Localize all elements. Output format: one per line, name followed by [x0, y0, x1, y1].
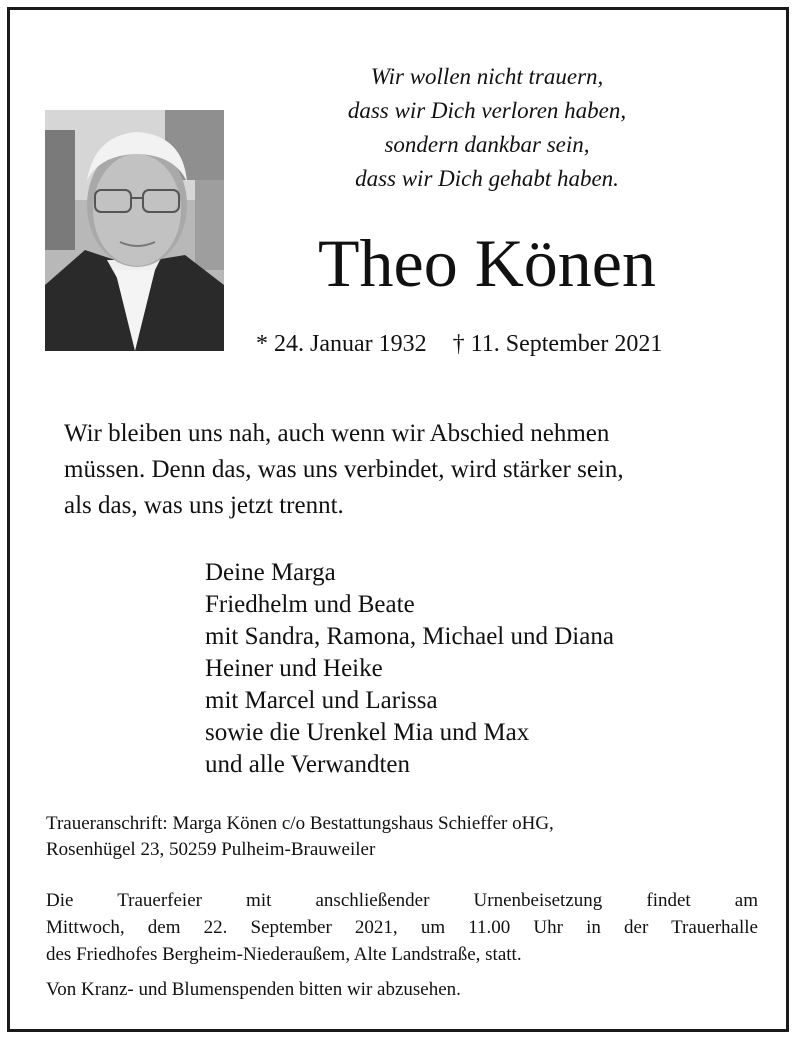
verse-line: dass wir Dich gehabt haben. [355, 166, 619, 191]
mourner-line: und alle Verwandten [205, 751, 411, 778]
verse-line: sondern dankbar sein, [384, 132, 590, 157]
verse-line: Wir wollen nicht trauern, [370, 64, 604, 89]
mourner-line: mit Sandra, Ramona, Michael und Diana [205, 623, 614, 650]
mourners-list [205, 557, 614, 781]
portrait-photo [45, 110, 224, 351]
ceremony-line: des Friedhofes Bergheim-Niederaußem, Alte Landstraße, statt. [46, 944, 522, 965]
death-date: † 11. September 2021 [452, 331, 663, 357]
ceremony-line: Die Trauerfeier mit anschließender Urnenbeisetzung findet am [46, 890, 758, 911]
mourner-line: Deine Marga [205, 559, 336, 586]
portrait-illustration [45, 110, 224, 351]
farewell-quote [64, 416, 754, 524]
mourning-address [46, 811, 746, 863]
ceremony-notice [46, 887, 758, 968]
address-line: Traueranschrift: Marga Könen c/o Bestattungshaus Schieffer oHG, [46, 813, 554, 834]
donations-note: Von Kranz- und Blumenspenden bitten wir abzusehen. [46, 979, 461, 1000]
ceremony-line: Mittwoch, dem 22. September 2021, um 11.00 Uhr in der Trauerhalle [46, 917, 758, 938]
birth-date: * 24. Januar 1932 [256, 331, 427, 357]
mourner-line: Friedhelm und Beate [205, 591, 415, 618]
quote-line: müssen. Denn das, was uns verbindet, wird stärker sein, [64, 456, 624, 483]
deceased-name: Theo Könen [317, 225, 656, 301]
mourner-line: Heiner und Heike [205, 655, 383, 682]
memorial-verse [248, 60, 726, 196]
mourner-line: sowie die Urenkel Mia und Max [205, 719, 530, 746]
mourner-line: mit Marcel und Larissa [205, 687, 438, 714]
quote-line: als das, was uns jetzt trennt. [64, 492, 344, 519]
verse-line: dass wir Dich verloren haben, [347, 98, 627, 123]
life-dates [256, 327, 662, 361]
address-line: Rosenhügel 23, 50259 Pulheim-Brauweiler [46, 839, 376, 860]
quote-line: Wir bleiben uns nah, auch wenn wir Abschied nehmen [64, 420, 610, 447]
